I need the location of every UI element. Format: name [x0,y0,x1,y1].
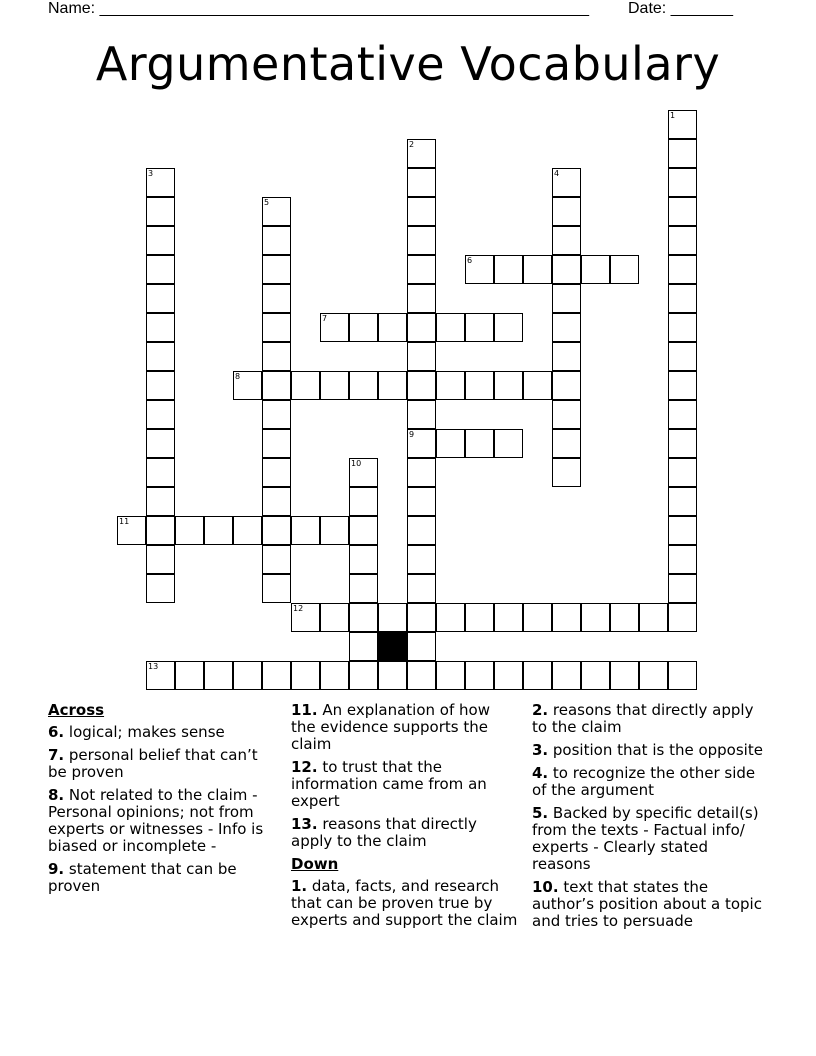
grid-cell[interactable] [349,458,378,487]
grid-cell[interactable] [668,226,697,255]
grid-cell[interactable] [668,197,697,226]
grid-cell[interactable] [436,371,465,400]
clue-number: 9 [409,430,415,439]
grid-cell[interactable] [552,168,581,197]
grid-cell[interactable] [581,255,610,284]
grid-cell[interactable] [262,255,291,284]
grid-cell[interactable] [117,516,146,545]
grid-cell[interactable] [552,400,581,429]
down-heading: Down [291,855,339,873]
clue-text: Not related to the claim - Personal opinions; not from experts or witnesses - Info is biased or incomplete - [48,786,264,855]
grid-cell[interactable] [262,661,291,690]
grid-cell[interactable] [610,255,639,284]
grid-cell[interactable] [262,545,291,574]
clue-text: text that states the author’s position about a topic and tries to persuade [532,878,762,930]
grid-cell[interactable] [552,284,581,313]
clue-number-label: 5. [532,804,549,822]
grid-cell[interactable] [262,313,291,342]
grid-cell[interactable] [523,603,552,632]
grid-cell[interactable] [291,603,320,632]
across-heading: Across [48,701,105,719]
clue-number-label: 1. [291,877,308,895]
grid-cell[interactable] [146,284,175,313]
grid-cell[interactable] [262,429,291,458]
grid-cell[interactable] [349,545,378,574]
clue-item [532,805,764,873]
clue-number: 11 [119,517,130,526]
grid-cell[interactable] [378,313,407,342]
grid-cell[interactable] [668,487,697,516]
grid-cell[interactable] [407,603,436,632]
grid-cell[interactable] [262,226,291,255]
clues-column-1 [48,702,276,901]
grid-cell[interactable] [349,313,378,342]
grid-cell[interactable] [175,516,204,545]
grid-cell[interactable] [552,458,581,487]
clue-number: 4 [554,169,560,178]
grid-cell[interactable] [552,371,581,400]
black-cell [378,632,407,661]
clue-number: 6 [467,256,473,265]
grid-cell[interactable] [668,255,697,284]
grid-cell[interactable] [233,516,262,545]
grid-cell[interactable] [552,313,581,342]
grid-cell[interactable] [552,255,581,284]
grid-cell[interactable] [407,400,436,429]
grid-cell[interactable] [146,487,175,516]
clue-item [291,816,519,850]
clue-number: 7 [322,314,328,323]
grid-cell[interactable] [146,342,175,371]
clue-text: reasons that directly apply to the claim [532,701,754,736]
grid-cell[interactable] [262,487,291,516]
grid-cell[interactable] [436,429,465,458]
grid-cell[interactable] [146,574,175,603]
grid-cell[interactable] [494,661,523,690]
grid-cell[interactable] [436,313,465,342]
grid-cell[interactable] [494,429,523,458]
grid-cell[interactable] [262,400,291,429]
clue-number-label: 9. [48,860,65,878]
grid-cell[interactable] [407,661,436,690]
clue-number: 1 [670,111,676,120]
grid-cell[interactable] [146,168,175,197]
grid-cell[interactable] [494,371,523,400]
grid-cell[interactable] [262,342,291,371]
grid-cell[interactable] [262,458,291,487]
grid-cell[interactable] [320,371,349,400]
grid-cell[interactable] [668,371,697,400]
grid-cell[interactable] [668,168,697,197]
grid-cell[interactable] [668,458,697,487]
clue-number-label: 10. [532,878,559,896]
clue-item [532,742,764,759]
grid-cell[interactable] [407,139,436,168]
grid-cell[interactable] [146,458,175,487]
grid-cell[interactable] [523,371,552,400]
grid-cell[interactable] [465,371,494,400]
grid-cell[interactable] [320,313,349,342]
grid-cell[interactable] [668,139,697,168]
grid-cell[interactable] [320,516,349,545]
grid-cell[interactable] [436,603,465,632]
grid-cell[interactable] [407,284,436,313]
grid-cell[interactable] [146,429,175,458]
grid-cell[interactable] [465,313,494,342]
grid-cell[interactable] [465,255,494,284]
grid-cell[interactable] [407,371,436,400]
grid-cell[interactable] [552,429,581,458]
clue-item [48,787,276,855]
grid-cell[interactable] [204,661,233,690]
clue-text: personal belief that can’t be proven [48,746,258,781]
grid-cell[interactable] [494,255,523,284]
grid-cell[interactable] [581,661,610,690]
page-title: Argumentative Vocabulary [95,37,721,91]
grid-cell[interactable] [378,603,407,632]
grid-cell[interactable] [668,110,697,139]
clues-column-3 [532,702,764,936]
grid-cell[interactable] [407,487,436,516]
clue-text: to trust that the information came from an expert [291,758,487,810]
grid-cell[interactable] [349,661,378,690]
clue-text: logical; makes sense [64,723,225,741]
grid-cell[interactable] [668,284,697,313]
grid-cell[interactable] [668,603,697,632]
grid-cell[interactable] [262,371,291,400]
clue-item [291,759,519,810]
clue-item [48,724,276,741]
grid-cell[interactable] [494,603,523,632]
grid-cell[interactable] [262,284,291,313]
grid-cell[interactable] [146,226,175,255]
grid-cell[interactable] [552,342,581,371]
grid-cell[interactable] [233,371,262,400]
clue-number: 13 [148,662,159,671]
clue-number: 10 [351,459,362,468]
grid-cell[interactable] [407,429,436,458]
grid-cell[interactable] [436,661,465,690]
grid-cell[interactable] [668,574,697,603]
grid-cell[interactable] [465,603,494,632]
grid-cell[interactable] [291,661,320,690]
clue-text: reasons that directly apply to the claim [291,815,477,850]
grid-cell[interactable] [407,226,436,255]
grid-cell[interactable] [262,197,291,226]
grid-cell[interactable] [146,400,175,429]
grid-cell[interactable] [407,168,436,197]
grid-cell[interactable] [523,661,552,690]
grid-cell[interactable] [146,371,175,400]
grid-cell[interactable] [552,226,581,255]
clue-number-label: 12. [291,758,318,776]
grid-cell[interactable] [320,603,349,632]
grid-cell[interactable] [465,429,494,458]
grid-cell[interactable] [407,545,436,574]
clue-number-label: 4. [532,764,549,782]
grid-cell[interactable] [407,255,436,284]
grid-cell[interactable] [523,255,552,284]
clue-number-label: 3. [532,741,549,759]
grid-cell[interactable] [262,574,291,603]
clue-number-label: 2. [532,701,549,719]
clue-item [48,747,276,781]
grid-cell[interactable] [668,313,697,342]
grid-cell[interactable] [639,661,668,690]
grid-cell[interactable] [204,516,233,545]
grid-cell[interactable] [146,197,175,226]
clue-text: statement that can be proven [48,860,237,895]
grid-cell[interactable] [407,632,436,661]
clue-number: 8 [235,372,241,381]
date-field[interactable]: Date: _______ [628,0,733,17]
grid-cell[interactable] [407,574,436,603]
clue-number: 3 [148,169,154,178]
name-field[interactable]: Name: _______________________________________________________ [48,0,589,17]
grid-cell[interactable] [494,313,523,342]
grid-cell[interactable] [407,342,436,371]
grid-cell[interactable] [349,574,378,603]
clue-item [48,861,276,895]
grid-cell[interactable] [668,516,697,545]
grid-cell[interactable] [407,458,436,487]
clue-number-label: 7. [48,746,65,764]
clue-item [532,879,764,930]
grid-cell[interactable] [668,661,697,690]
clue-text: to recognize the other side of the argument [532,764,756,799]
grid-cell[interactable] [668,545,697,574]
grid-cell[interactable] [349,371,378,400]
grid-cell[interactable] [320,661,349,690]
clue-number: 5 [264,198,270,207]
clue-item [532,765,764,799]
grid-cell[interactable] [668,429,697,458]
grid-cell[interactable] [291,371,320,400]
grid-cell[interactable] [146,661,175,690]
grid-cell[interactable] [552,197,581,226]
grid-cell[interactable] [465,661,494,690]
clue-number-label: 13. [291,815,318,833]
clue-number-label: 8. [48,786,65,804]
clue-item [291,878,519,929]
grid-cell[interactable] [146,313,175,342]
grid-cell[interactable] [349,516,378,545]
clue-number: 12 [293,604,304,613]
grid-cell[interactable] [407,313,436,342]
grid-cell[interactable] [175,661,204,690]
clue-item [532,702,764,736]
clue-number-label: 11. [291,701,318,719]
grid-cell[interactable] [146,545,175,574]
clue-item [291,702,519,753]
grid-cell[interactable] [407,197,436,226]
grid-cell[interactable] [146,255,175,284]
grid-cell[interactable] [378,661,407,690]
grid-cell[interactable] [552,603,581,632]
grid-cell[interactable] [610,603,639,632]
grid-cell[interactable] [262,516,291,545]
grid-cell[interactable] [581,603,610,632]
grid-cell[interactable] [349,632,378,661]
clue-text: position that is the opposite [548,741,763,759]
clue-text: Backed by specific detail(s) from the texts - Factual info/ experts - Clearly stated reasons [532,804,759,873]
grid-cell[interactable] [610,661,639,690]
clue-text: An explanation of how the evidence supports the claim [291,701,490,753]
grid-cell[interactable] [378,371,407,400]
grid-cell[interactable] [291,516,320,545]
grid-cell[interactable] [146,516,175,545]
grid-cell[interactable] [552,661,581,690]
grid-cell[interactable] [349,487,378,516]
clue-number-label: 6. [48,723,65,741]
clue-text: data, facts, and research that can be proven true by experts and support the claim [291,877,518,929]
grid-cell[interactable] [233,661,262,690]
grid-cell[interactable] [407,516,436,545]
clues-column-2 [291,702,519,935]
grid-cell[interactable] [639,603,668,632]
grid-cell[interactable] [668,400,697,429]
grid-cell[interactable] [349,603,378,632]
clue-number: 2 [409,140,415,149]
grid-cell[interactable] [668,342,697,371]
